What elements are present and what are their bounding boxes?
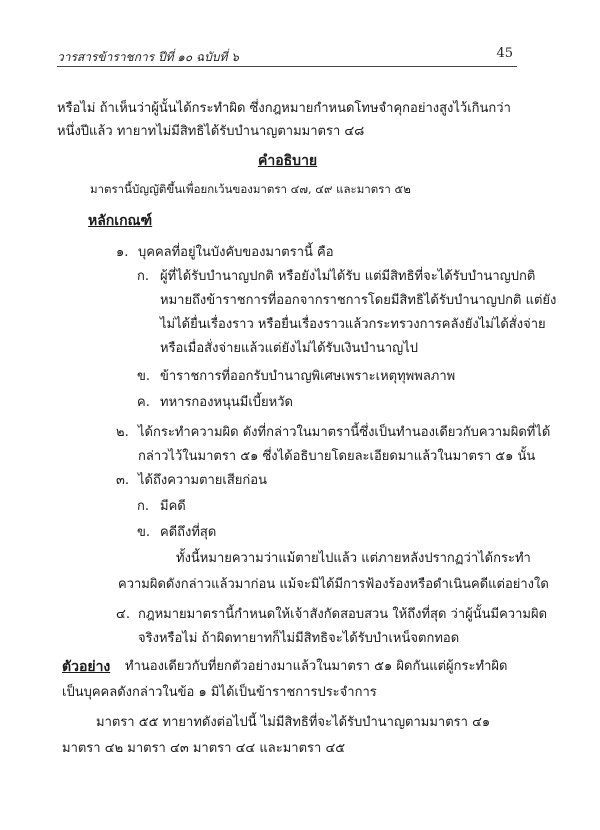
intro-line-2: หนึ่งปีแล้ว ทายาทไม่มีสิทธิได้รับบำนาญตามมาตรา ๔๘	[57, 124, 365, 139]
item-2-label: ๒.	[116, 425, 129, 440]
journal-title: วารสารข้าราชการ ปีที่ ๑๐ ฉบับที่ ๖	[57, 50, 239, 64]
example-line-1: ทำนองเดียวกับที่ยกตัวอย่างมาแล้วในมาตรา ๕๑ ผิดกันแต่ผู้กระทำผิด	[125, 659, 508, 674]
item-3-label: ๓.	[116, 473, 130, 488]
item-1a-label: ก.	[137, 269, 150, 284]
page-number: 45	[496, 46, 513, 61]
item-1a-line-2: หมายถึงข้าราชการที่ออกจากราชการโดยมีสิทธิได้รับบำนาญปกติ แต่ยัง	[160, 293, 557, 308]
intro-line-1: หรือไม่ ถ้าเห็นว่าผู้นั้นได้กระทำผิด ซึ่งกฎหมายกำหนดโทษจำคุกอย่างสูงไว้เกินกว่า	[57, 101, 511, 116]
item-2-line-2: กล่าวไว้ในมาตรา ๕๑ ซึ่งได้อธิบายโดยละเอียดมาแล้วในมาตรา ๕๑ นั้น	[138, 449, 536, 464]
item-3a-label: ก.	[137, 499, 150, 514]
explanation-heading: คำอธิบาย	[258, 153, 318, 169]
section-line-2: มาตรา ๔๒ มาตรา ๔๓ มาตรา ๔๔ และมาตรา ๔๕	[62, 741, 346, 756]
item-3b-label: ข.	[137, 525, 151, 540]
example-line-2: เป็นบุคคลดังกล่าวในข้อ ๑ มิได้เป็นข้าราชการประจำการ	[62, 685, 377, 700]
item-1b-label: ข.	[137, 369, 151, 384]
item-3-note-line-1: ทั้งนี้หมายความว่าแม้ตายไปแล้ว แต่ภายหลังปรากฏว่าได้กระทำ	[176, 551, 531, 566]
principles-heading: หลักเกณฑ์	[88, 213, 153, 229]
item-1b-text: ข้าราชการที่ออกรับบำนาญพิเศษเพราะเหตุทุพพลภาพ	[160, 369, 456, 384]
item-3b-text: คดีถึงที่สุด	[160, 525, 217, 540]
item-3-text: ได้ถึงความตายเสียก่อน	[138, 473, 267, 488]
item-2-line-1: ได้กระทำความผิด ดังที่กล่าวในมาตรานี้ซึ่งเป็นทำนองเดียวกับความผิดที่ได้	[138, 425, 551, 440]
item-1a-line-3: ไม่ได้ยื่นเรื่องราว หรือยื่นเรื่องราวแล้วกระทรวงการคลังยังไม่ได้สั่งจ่าย	[160, 317, 546, 332]
item-4-label: ๔.	[116, 607, 130, 622]
item-1c-label: ค.	[137, 395, 150, 410]
item-1-label: ๑.	[116, 245, 129, 260]
section-line-1: มาตรา ๕๕ ทายาทดังต่อไปนี้ ไม่มีสิทธิที่จะได้รับบำนาญตามมาตรา ๔๑	[96, 715, 491, 730]
item-3-note-line-2: ความผิดดังกล่าวแล้วมาก่อน แม้จะมิได้มีการฟ้องร้องหรือดำเนินคดีแต่อย่างใด	[118, 577, 549, 592]
item-3a-text: มีคดี	[160, 499, 186, 514]
example-heading: ตัวอย่าง	[62, 659, 111, 675]
item-1a-line-4: หรือเมื่อสั่งจ่ายแล้วแต่ยังไม่ได้รับเงินบำนาญไป	[160, 341, 419, 356]
running-header	[57, 48, 513, 67]
item-1c-text: ทหารกองหนุนมีเบี้ยหวัด	[160, 395, 293, 410]
header-rule	[57, 66, 517, 67]
item-1-text: บุคคลที่อยู่ในบังคับของมาตรานี้ คือ	[138, 245, 334, 260]
item-1a-line-1: ผู้ที่ได้รับบำนาญปกติ หรือยังไม่ได้รับ แต่มีสิทธิที่จะได้รับบำนาญปกติ	[160, 269, 536, 284]
item-4-line-1: กฎหมายมาตรานี้กำหนดให้เจ้าสังกัดสอบสวน ให้ถึงที่สุด ว่าผู้นั้นมีความผิด	[138, 607, 548, 622]
item-4-line-2: จริงหรือไม่ ถ้าผิดทายาทก็ไม่มีสิทธิจะได้รับบำเหน็จตกทอด	[138, 631, 460, 646]
explanation-text: มาตรานี้บัญญัติขึ้นเพื่อยกเว้นของมาตรา ๔๗, ๔๙ และมาตรา ๕๒	[90, 182, 411, 196]
